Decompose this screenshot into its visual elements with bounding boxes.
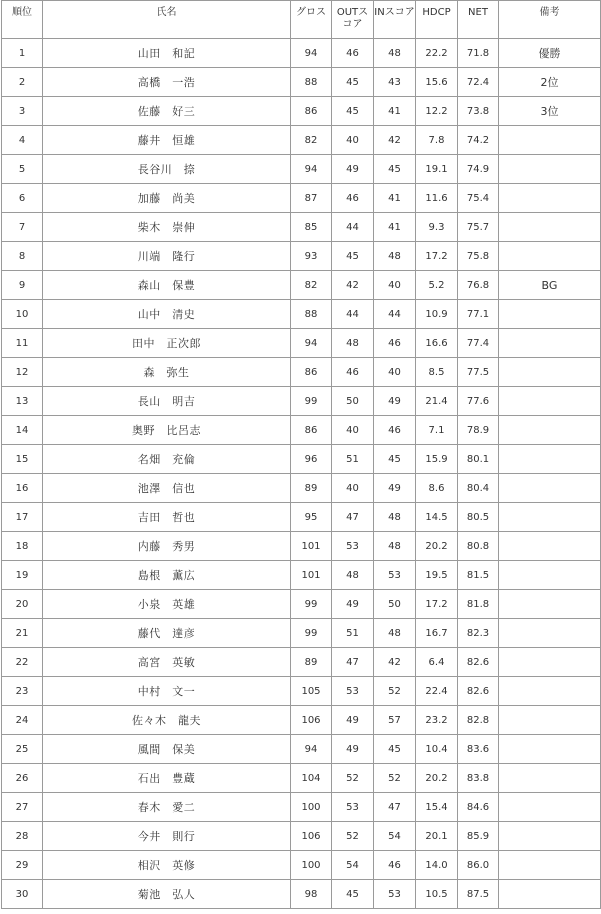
rank-cell: 30 <box>2 880 43 909</box>
in-score-cell: 48 <box>374 619 416 648</box>
name-cell: 中村 文一 <box>43 677 291 706</box>
in-score-cell: 47 <box>374 793 416 822</box>
in-score-cell: 48 <box>374 242 416 271</box>
in-score-cell: 41 <box>374 184 416 213</box>
note-cell <box>499 590 601 619</box>
note-cell: 3位 <box>499 97 601 126</box>
hdcp-cell: 10.4 <box>416 735 458 764</box>
hdcp-cell: 15.4 <box>416 793 458 822</box>
name-cell: 藤代 達彦 <box>43 619 291 648</box>
net-cell: 83.8 <box>458 764 499 793</box>
rank-cell: 26 <box>2 764 43 793</box>
results-table <box>1 0 601 909</box>
note-cell <box>499 619 601 648</box>
in-score-cell: 42 <box>374 648 416 677</box>
note-cell <box>499 474 601 503</box>
out-score-cell: 53 <box>332 532 374 561</box>
table-row <box>2 880 601 909</box>
rank-cell: 14 <box>2 416 43 445</box>
out-score-cell: 52 <box>332 764 374 793</box>
name-cell: 佐々木 龍夫 <box>43 706 291 735</box>
note-cell <box>499 851 601 880</box>
hdcp-cell: 7.8 <box>416 126 458 155</box>
table-row <box>2 822 601 851</box>
rank-cell: 10 <box>2 300 43 329</box>
hdcp-cell: 19.1 <box>416 155 458 184</box>
name-cell: 島根 薫広 <box>43 561 291 590</box>
out-score-cell: 48 <box>332 329 374 358</box>
net-cell: 83.6 <box>458 735 499 764</box>
gross-cell: 85 <box>291 213 332 242</box>
note-cell <box>499 648 601 677</box>
table-row <box>2 532 601 561</box>
gross-cell: 94 <box>291 39 332 68</box>
gross-cell: 93 <box>291 242 332 271</box>
net-cell: 82.6 <box>458 648 499 677</box>
out-score-cell: 53 <box>332 677 374 706</box>
note-cell <box>499 416 601 445</box>
hdcp-cell: 17.2 <box>416 590 458 619</box>
hdcp-cell: 14.5 <box>416 503 458 532</box>
in-score-cell: 46 <box>374 851 416 880</box>
net-cell: 73.8 <box>458 97 499 126</box>
table-row <box>2 619 601 648</box>
out-score-cell: 47 <box>332 503 374 532</box>
out-score-cell: 53 <box>332 793 374 822</box>
hdcp-cell: 23.2 <box>416 706 458 735</box>
in-score-cell: 45 <box>374 155 416 184</box>
gross-cell: 101 <box>291 561 332 590</box>
name-cell: 佐藤 好三 <box>43 97 291 126</box>
rank-cell: 3 <box>2 97 43 126</box>
out-score-cell: 40 <box>332 126 374 155</box>
hdcp-cell: 12.2 <box>416 97 458 126</box>
out-score-cell: 49 <box>332 155 374 184</box>
rank-cell: 19 <box>2 561 43 590</box>
note-cell <box>499 880 601 909</box>
note-cell <box>499 706 601 735</box>
gross-cell: 86 <box>291 97 332 126</box>
hdcp-cell: 20.2 <box>416 764 458 793</box>
gross-cell: 89 <box>291 648 332 677</box>
hdcp-cell: 21.4 <box>416 387 458 416</box>
rank-cell: 5 <box>2 155 43 184</box>
table-row <box>2 503 601 532</box>
header-rank: 順位 <box>2 1 43 39</box>
name-cell: 相沢 英修 <box>43 851 291 880</box>
net-cell: 72.4 <box>458 68 499 97</box>
net-cell: 81.8 <box>458 590 499 619</box>
rank-cell: 29 <box>2 851 43 880</box>
gross-cell: 104 <box>291 764 332 793</box>
out-score-cell: 45 <box>332 242 374 271</box>
table-row <box>2 648 601 677</box>
name-cell: 名畑 充倫 <box>43 445 291 474</box>
rank-cell: 11 <box>2 329 43 358</box>
name-cell: 長谷川 捺 <box>43 155 291 184</box>
note-cell <box>499 300 601 329</box>
rank-cell: 27 <box>2 793 43 822</box>
in-score-cell: 45 <box>374 735 416 764</box>
out-score-cell: 49 <box>332 706 374 735</box>
table-row <box>2 242 601 271</box>
net-cell: 75.4 <box>458 184 499 213</box>
gross-cell: 101 <box>291 532 332 561</box>
net-cell: 74.9 <box>458 155 499 184</box>
note-cell <box>499 213 601 242</box>
table-row <box>2 793 601 822</box>
hdcp-cell: 22.4 <box>416 677 458 706</box>
in-score-cell: 53 <box>374 561 416 590</box>
table-row <box>2 39 601 68</box>
table-row <box>2 358 601 387</box>
in-score-cell: 46 <box>374 416 416 445</box>
net-cell: 78.9 <box>458 416 499 445</box>
hdcp-cell: 16.6 <box>416 329 458 358</box>
name-cell: 山田 和記 <box>43 39 291 68</box>
hdcp-cell: 9.3 <box>416 213 458 242</box>
out-score-cell: 46 <box>332 39 374 68</box>
rank-cell: 7 <box>2 213 43 242</box>
gross-cell: 94 <box>291 735 332 764</box>
name-cell: 小泉 英雄 <box>43 590 291 619</box>
out-score-cell: 49 <box>332 590 374 619</box>
in-score-cell: 44 <box>374 300 416 329</box>
header-in-score: INスコア <box>374 1 416 39</box>
in-score-cell: 40 <box>374 358 416 387</box>
gross-cell: 99 <box>291 387 332 416</box>
gross-cell: 100 <box>291 851 332 880</box>
hdcp-cell: 6.4 <box>416 648 458 677</box>
in-score-cell: 41 <box>374 213 416 242</box>
out-score-cell: 52 <box>332 822 374 851</box>
hdcp-cell: 10.5 <box>416 880 458 909</box>
out-score-cell: 42 <box>332 271 374 300</box>
note-cell <box>499 126 601 155</box>
note-cell: 2位 <box>499 68 601 97</box>
net-cell: 82.3 <box>458 619 499 648</box>
net-cell: 77.1 <box>458 300 499 329</box>
gross-cell: 106 <box>291 706 332 735</box>
hdcp-cell: 20.1 <box>416 822 458 851</box>
gross-cell: 98 <box>291 880 332 909</box>
name-cell: 吉田 哲也 <box>43 503 291 532</box>
note-cell: BG <box>499 271 601 300</box>
gross-cell: 94 <box>291 329 332 358</box>
table-row <box>2 300 601 329</box>
hdcp-cell: 8.6 <box>416 474 458 503</box>
gross-cell: 94 <box>291 155 332 184</box>
note-cell <box>499 532 601 561</box>
gross-cell: 96 <box>291 445 332 474</box>
rank-cell: 22 <box>2 648 43 677</box>
note-cell <box>499 503 601 532</box>
rank-cell: 28 <box>2 822 43 851</box>
table-row <box>2 561 601 590</box>
rank-cell: 13 <box>2 387 43 416</box>
note-cell <box>499 387 601 416</box>
table-row <box>2 677 601 706</box>
header-hdcp: HDCP <box>416 1 458 39</box>
hdcp-cell: 7.1 <box>416 416 458 445</box>
hdcp-cell: 16.7 <box>416 619 458 648</box>
name-cell: 内藤 秀男 <box>43 532 291 561</box>
name-cell: 森山 保豊 <box>43 271 291 300</box>
table-row <box>2 184 601 213</box>
name-cell: 加藤 尚美 <box>43 184 291 213</box>
table-row <box>2 126 601 155</box>
gross-cell: 82 <box>291 271 332 300</box>
note-cell <box>499 184 601 213</box>
note-cell: 優勝 <box>499 39 601 68</box>
rank-cell: 23 <box>2 677 43 706</box>
gross-cell: 105 <box>291 677 332 706</box>
header-note: 備考 <box>499 1 601 39</box>
in-score-cell: 42 <box>374 126 416 155</box>
in-score-cell: 48 <box>374 532 416 561</box>
table-row <box>2 474 601 503</box>
name-cell: 風間 保美 <box>43 735 291 764</box>
out-score-cell: 46 <box>332 358 374 387</box>
table-row <box>2 271 601 300</box>
header-name: 氏名 <box>43 1 291 39</box>
out-score-cell: 54 <box>332 851 374 880</box>
in-score-cell: 49 <box>374 474 416 503</box>
rank-cell: 6 <box>2 184 43 213</box>
rank-cell: 17 <box>2 503 43 532</box>
net-cell: 81.5 <box>458 561 499 590</box>
table-row <box>2 590 601 619</box>
gross-cell: 82 <box>291 126 332 155</box>
net-cell: 84.6 <box>458 793 499 822</box>
out-score-cell: 44 <box>332 213 374 242</box>
note-cell <box>499 329 601 358</box>
in-score-cell: 57 <box>374 706 416 735</box>
name-cell: 柴木 崇伸 <box>43 213 291 242</box>
net-cell: 82.8 <box>458 706 499 735</box>
table-row <box>2 329 601 358</box>
in-score-cell: 45 <box>374 445 416 474</box>
gross-cell: 88 <box>291 68 332 97</box>
rank-cell: 2 <box>2 68 43 97</box>
header-net: NET <box>458 1 499 39</box>
net-cell: 77.5 <box>458 358 499 387</box>
rank-cell: 24 <box>2 706 43 735</box>
rank-cell: 12 <box>2 358 43 387</box>
net-cell: 80.5 <box>458 503 499 532</box>
note-cell <box>499 677 601 706</box>
net-cell: 86.0 <box>458 851 499 880</box>
name-cell: 田中 正次郎 <box>43 329 291 358</box>
net-cell: 76.8 <box>458 271 499 300</box>
rank-cell: 25 <box>2 735 43 764</box>
net-cell: 80.1 <box>458 445 499 474</box>
gross-cell: 95 <box>291 503 332 532</box>
header-out-score: OUTスコア <box>332 1 374 39</box>
hdcp-cell: 11.6 <box>416 184 458 213</box>
out-score-cell: 47 <box>332 648 374 677</box>
name-cell: 山中 清史 <box>43 300 291 329</box>
note-cell <box>499 358 601 387</box>
hdcp-cell: 15.9 <box>416 445 458 474</box>
table-row <box>2 735 601 764</box>
note-cell <box>499 735 601 764</box>
name-cell: 奥野 比呂志 <box>43 416 291 445</box>
out-score-cell: 40 <box>332 416 374 445</box>
table-row <box>2 706 601 735</box>
net-cell: 77.4 <box>458 329 499 358</box>
note-cell <box>499 793 601 822</box>
table-row <box>2 445 601 474</box>
out-score-cell: 45 <box>332 97 374 126</box>
table-row <box>2 416 601 445</box>
rank-cell: 4 <box>2 126 43 155</box>
net-cell: 75.7 <box>458 213 499 242</box>
in-score-cell: 40 <box>374 271 416 300</box>
gross-cell: 89 <box>291 474 332 503</box>
note-cell <box>499 822 601 851</box>
gross-cell: 87 <box>291 184 332 213</box>
name-cell: 川端 隆行 <box>43 242 291 271</box>
in-score-cell: 52 <box>374 764 416 793</box>
net-cell: 85.9 <box>458 822 499 851</box>
note-cell <box>499 561 601 590</box>
gross-cell: 99 <box>291 619 332 648</box>
out-score-cell: 49 <box>332 735 374 764</box>
name-cell: 藤井 恒雄 <box>43 126 291 155</box>
in-score-cell: 54 <box>374 822 416 851</box>
name-cell: 高宮 英敏 <box>43 648 291 677</box>
net-cell: 77.6 <box>458 387 499 416</box>
gross-cell: 99 <box>291 590 332 619</box>
name-cell: 石出 豊蔵 <box>43 764 291 793</box>
hdcp-cell: 20.2 <box>416 532 458 561</box>
in-score-cell: 53 <box>374 880 416 909</box>
out-score-cell: 40 <box>332 474 374 503</box>
gross-cell: 100 <box>291 793 332 822</box>
rank-cell: 20 <box>2 590 43 619</box>
net-cell: 75.8 <box>458 242 499 271</box>
hdcp-cell: 15.6 <box>416 68 458 97</box>
in-score-cell: 48 <box>374 39 416 68</box>
out-score-cell: 51 <box>332 445 374 474</box>
out-score-cell: 44 <box>332 300 374 329</box>
name-cell: 春木 愛二 <box>43 793 291 822</box>
rank-cell: 9 <box>2 271 43 300</box>
in-score-cell: 52 <box>374 677 416 706</box>
gross-cell: 86 <box>291 358 332 387</box>
header-gross: グロス <box>291 1 332 39</box>
gross-cell: 88 <box>291 300 332 329</box>
hdcp-cell: 10.9 <box>416 300 458 329</box>
table-row <box>2 764 601 793</box>
hdcp-cell: 22.2 <box>416 39 458 68</box>
in-score-cell: 49 <box>374 387 416 416</box>
note-cell <box>499 155 601 184</box>
net-cell: 74.2 <box>458 126 499 155</box>
table-row <box>2 68 601 97</box>
name-cell: 森 弥生 <box>43 358 291 387</box>
table-row <box>2 387 601 416</box>
note-cell <box>499 764 601 793</box>
in-score-cell: 50 <box>374 590 416 619</box>
out-score-cell: 45 <box>332 68 374 97</box>
note-cell <box>499 242 601 271</box>
note-cell <box>499 445 601 474</box>
out-score-cell: 48 <box>332 561 374 590</box>
out-score-cell: 46 <box>332 184 374 213</box>
rank-cell: 8 <box>2 242 43 271</box>
name-cell: 長山 明吉 <box>43 387 291 416</box>
in-score-cell: 46 <box>374 329 416 358</box>
table-row <box>2 155 601 184</box>
hdcp-cell: 8.5 <box>416 358 458 387</box>
rank-cell: 15 <box>2 445 43 474</box>
out-score-cell: 50 <box>332 387 374 416</box>
net-cell: 87.5 <box>458 880 499 909</box>
table-row <box>2 851 601 880</box>
gross-cell: 86 <box>291 416 332 445</box>
name-cell: 今井 則行 <box>43 822 291 851</box>
name-cell: 池澤 信也 <box>43 474 291 503</box>
name-cell: 高橋 一浩 <box>43 68 291 97</box>
table-row <box>2 97 601 126</box>
hdcp-cell: 14.0 <box>416 851 458 880</box>
rank-cell: 21 <box>2 619 43 648</box>
out-score-cell: 51 <box>332 619 374 648</box>
name-cell: 菊池 弘人 <box>43 880 291 909</box>
in-score-cell: 48 <box>374 503 416 532</box>
hdcp-cell: 19.5 <box>416 561 458 590</box>
table-row <box>2 213 601 242</box>
net-cell: 82.6 <box>458 677 499 706</box>
header-row <box>2 1 601 39</box>
in-score-cell: 41 <box>374 97 416 126</box>
net-cell: 80.4 <box>458 474 499 503</box>
rank-cell: 1 <box>2 39 43 68</box>
gross-cell: 106 <box>291 822 332 851</box>
out-score-cell: 45 <box>332 880 374 909</box>
rank-cell: 16 <box>2 474 43 503</box>
hdcp-cell: 17.2 <box>416 242 458 271</box>
net-cell: 80.8 <box>458 532 499 561</box>
net-cell: 71.8 <box>458 39 499 68</box>
in-score-cell: 43 <box>374 68 416 97</box>
rank-cell: 18 <box>2 532 43 561</box>
hdcp-cell: 5.2 <box>416 271 458 300</box>
